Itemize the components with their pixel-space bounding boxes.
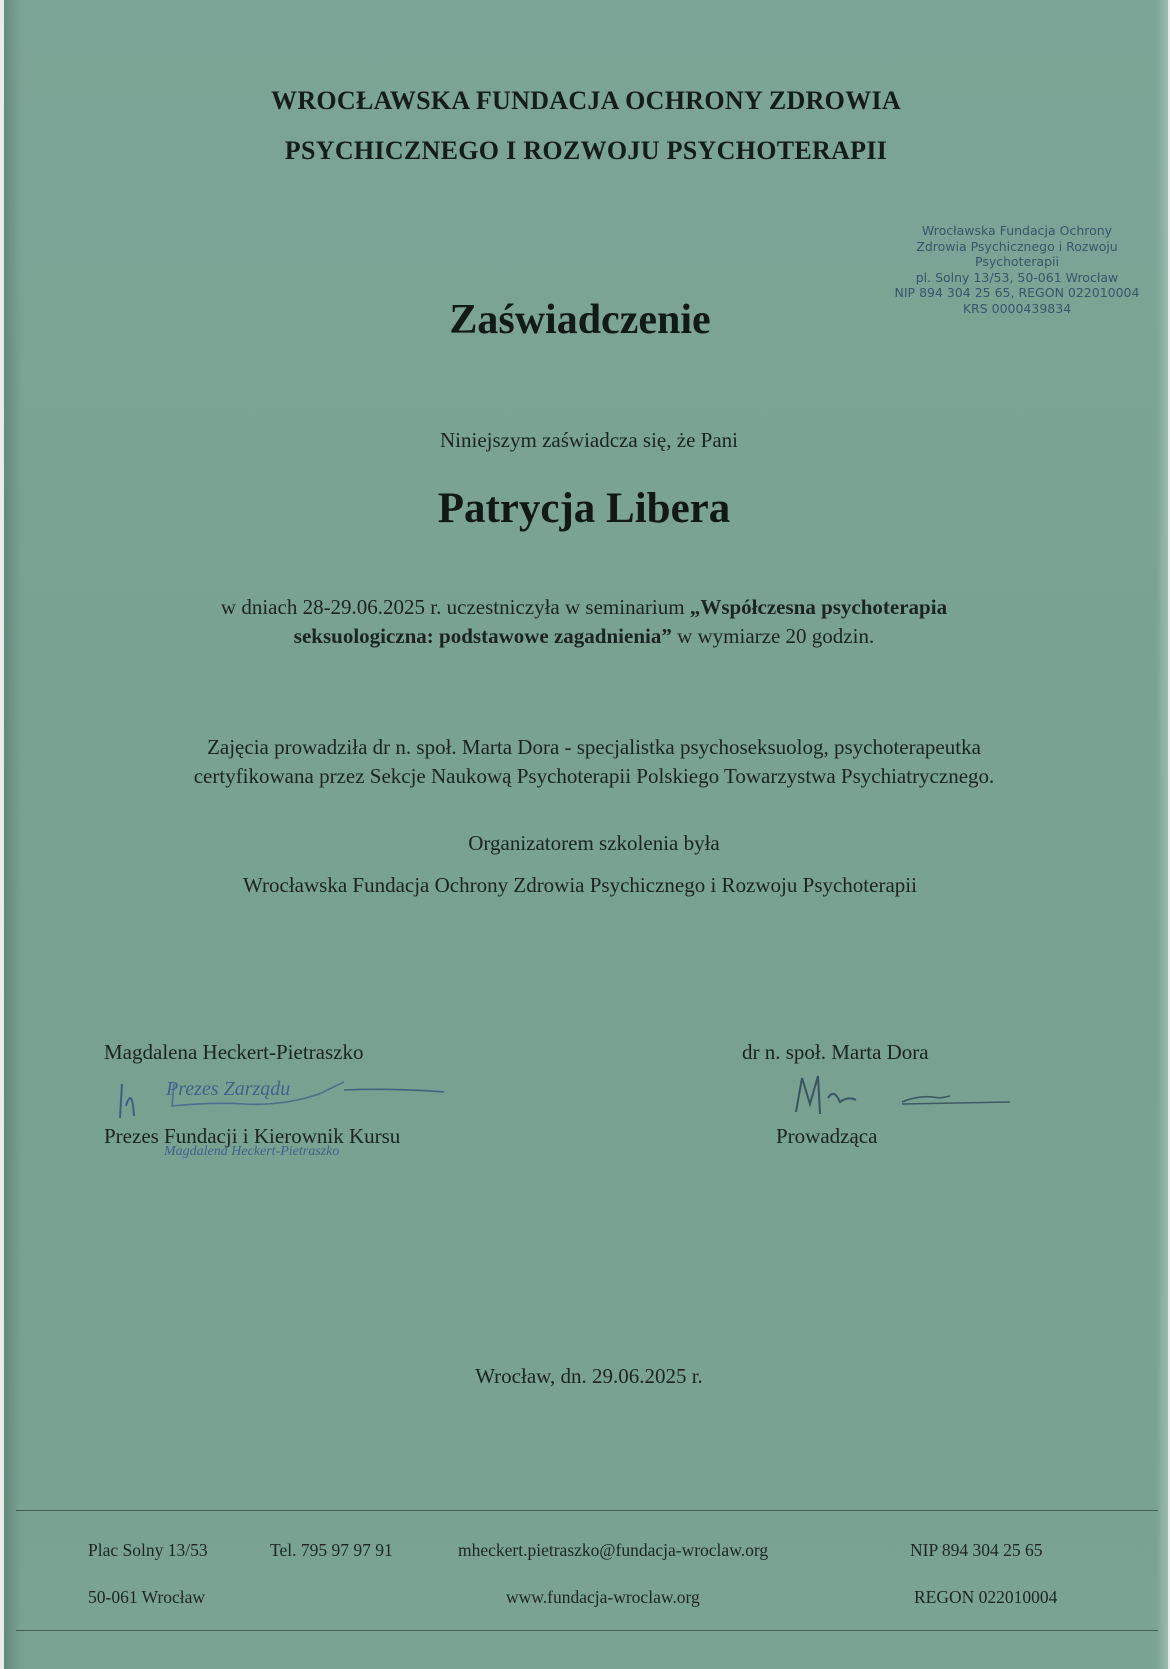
intro-text: Niniejszym zaświadcza się, że Pani	[440, 428, 738, 452]
instructor-text	[4, 733, 1168, 791]
stamp-line: Zdrowia Psychicznego i Rozwoju	[916, 238, 1118, 254]
organizer-name: Wrocławska Fundacja Ochrony Zdrowia Psychicznego i Rozwoju Psychoterapii	[243, 873, 917, 897]
seminar-line1	[4, 593, 1164, 622]
footer-nip: NIP 894 304 25 65	[910, 1540, 1043, 1560]
footer-phone: Tel. 795 97 97 91	[270, 1540, 393, 1560]
instructor-line1: Zajęcia prowadziła dr n. społ. Marta Dora - specjalistka psychoseksuolog, psychoterapeutka	[207, 735, 981, 759]
footer-address-line1: Plac Solny 13/53	[88, 1540, 208, 1560]
seminar-line2	[4, 622, 1164, 651]
recipient-name: Patrycja Libera	[437, 485, 731, 532]
stamp-line: Psychoterapii	[975, 254, 1059, 269]
certificate-page	[4, 0, 1168, 1669]
seminar-text	[4, 593, 1164, 651]
org-name-line1: WROCŁAWSKA FUNDACJA OCHRONY ZDROWIA	[271, 86, 901, 115]
president-stamp-text: Prezes Zarządu	[166, 1078, 291, 1100]
left-signatory-role: Prezes Fundacji i Kierownik Kursu	[104, 1124, 401, 1148]
footer-address-line2: 50-061 Wrocław	[88, 1587, 206, 1607]
seminar-hours: w wymiarze 20 godzin.	[671, 624, 875, 648]
stamp-line: Wrocławska Fundacja Ochrony	[921, 223, 1113, 238]
seminar-title-part1: „Współczesna psychoterapia	[689, 595, 948, 619]
seminar-dates: w dniach 28-29.06.2025 r. uczestniczyła w seminarium	[220, 595, 690, 619]
document-title: Zaświadczenie	[449, 297, 711, 343]
right-signatory-name: dr n. społ. Marta Dora	[742, 1040, 929, 1064]
seminar-title-part2: seksuologiczna: podstawowe zagadnienia”	[293, 624, 672, 648]
stamp-line: NIP 894 304 25 65, REGON 022010004	[894, 285, 1140, 300]
footer-regon: REGON 022010004	[914, 1587, 1058, 1607]
stamp-line: pl. Solny 13/53, 50-061 Wrocław	[915, 269, 1119, 285]
org-name-line2: PSYCHICZNEGO I ROZWOJU PSYCHOTERAPII	[284, 136, 888, 165]
footer-email: mheckert.pietraszko@fundacja-wroclaw.org	[458, 1540, 769, 1560]
president-stamp-name: Magdalena Heckert-Pietraszko	[164, 1144, 340, 1159]
instructor-line2: certyfikowana przez Sekcje Naukową Psychoterapii Polskiego Towarzystwa Psychiatrycznego.	[193, 764, 995, 788]
footer-website: www.fundacja-wroclaw.org	[506, 1587, 700, 1607]
stamp-line: KRS 0000439834	[962, 300, 1072, 316]
organizer-label: Organizatorem szkolenia była	[468, 831, 720, 855]
left-signatory-name: Magdalena Heckert-Pietraszko	[104, 1040, 364, 1064]
right-signatory-role: Prowadząca	[776, 1124, 878, 1148]
footer-bottom-divider	[16, 1630, 1158, 1631]
place-date: Wrocław, dn. 29.06.2025 r.	[475, 1364, 703, 1388]
footer-top-divider	[16, 1510, 1158, 1511]
right-signature	[790, 1068, 1020, 1128]
